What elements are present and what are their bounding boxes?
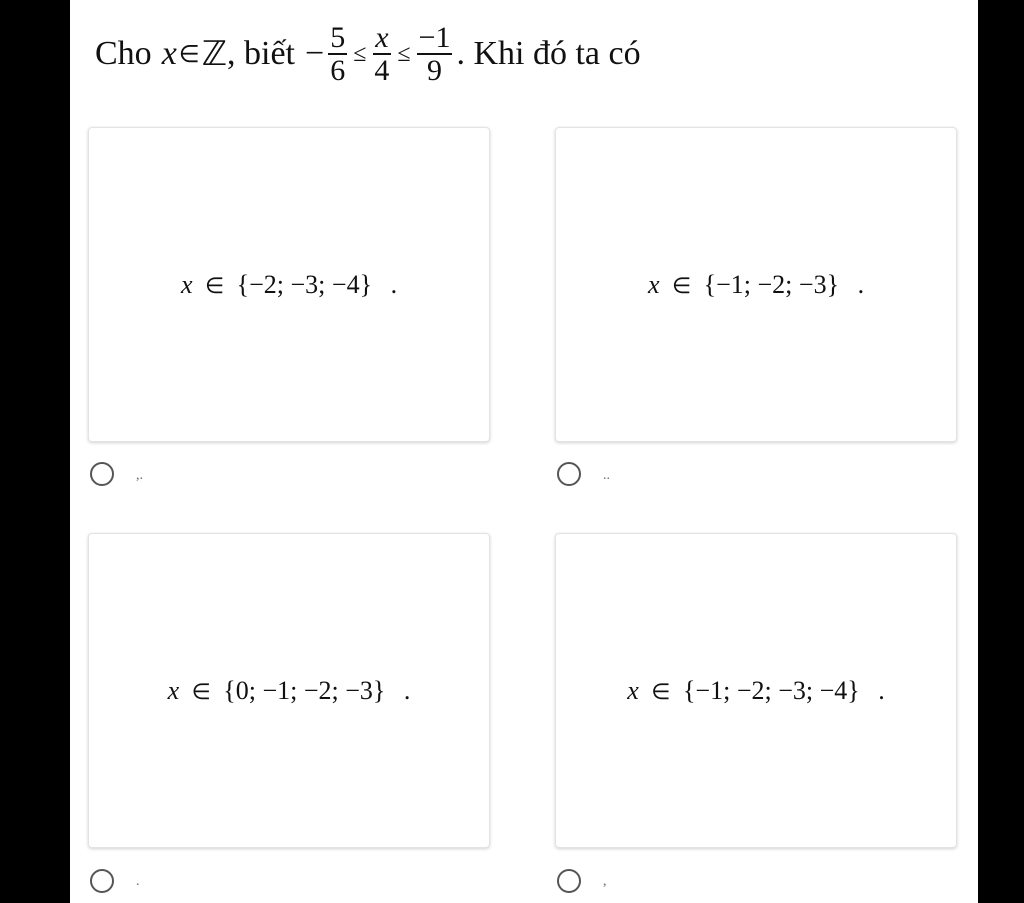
answer-option-b[interactable] — [555, 127, 957, 442]
option-set: {−1; −2; −3} — [703, 269, 840, 299]
option-period: . — [857, 269, 865, 299]
fraction-numerator: −1 — [418, 20, 451, 54]
option-a-radio-label: ,. — [136, 468, 143, 483]
answer-option-d[interactable] — [555, 533, 957, 848]
element-of-symbol: ∈ — [178, 41, 200, 68]
option-variable: x — [180, 269, 193, 299]
element-of-symbol: ∈ — [651, 678, 671, 704]
minus-sign: − — [305, 35, 325, 72]
element-of-symbol: ∈ — [671, 272, 692, 298]
element-of-symbol: ∈ — [191, 678, 211, 704]
option-b-radio[interactable] — [557, 462, 581, 486]
fraction-denominator: 4 — [374, 54, 390, 87]
option-d-radio-label: , — [603, 874, 607, 889]
option-c-text — [168, 676, 411, 706]
option-period: . — [403, 675, 411, 705]
option-variable: x — [627, 675, 639, 705]
leq-symbol: ≤ — [397, 40, 411, 67]
option-c-radio-label: . — [136, 874, 140, 889]
question-connector: , biết — [227, 35, 295, 72]
question-suffix: . Khi đó ta có — [456, 35, 641, 72]
option-set: {0; −1; −2; −3} — [223, 675, 386, 705]
option-b-text — [648, 270, 864, 300]
answer-option-a[interactable] — [88, 127, 490, 442]
question-variable: x — [161, 35, 177, 72]
option-period: . — [878, 675, 885, 705]
element-of-symbol: ∈ — [204, 272, 225, 298]
question-text — [95, 14, 641, 94]
option-set: {−2; −3; −4} — [236, 269, 373, 299]
option-d-radio[interactable] — [557, 869, 581, 893]
option-d-text — [627, 676, 885, 706]
fraction-minus-one-ninth — [417, 22, 453, 87]
fraction-numerator: 5 — [330, 20, 346, 54]
quiz-page — [70, 0, 978, 903]
question-prefix: Cho — [95, 35, 152, 72]
option-a-text — [181, 270, 397, 300]
option-variable: x — [167, 675, 180, 705]
integer-set-symbol: ℤ — [201, 36, 228, 73]
fraction-denominator: 9 — [426, 54, 442, 87]
option-c-radio[interactable] — [90, 869, 114, 893]
option-variable: x — [647, 269, 660, 299]
option-b-radio-label: .. — [603, 468, 610, 483]
option-set: {−1; −2; −3; −4} — [682, 675, 860, 705]
fraction-denominator: 6 — [330, 54, 346, 87]
answer-option-c[interactable] — [88, 533, 490, 848]
leq-symbol: ≤ — [353, 40, 367, 67]
fraction-x-fourths — [372, 22, 391, 87]
option-a-radio[interactable] — [90, 462, 114, 486]
fraction-five-sixths — [328, 22, 347, 87]
option-period: . — [390, 269, 398, 299]
fraction-numerator: x — [375, 20, 389, 54]
